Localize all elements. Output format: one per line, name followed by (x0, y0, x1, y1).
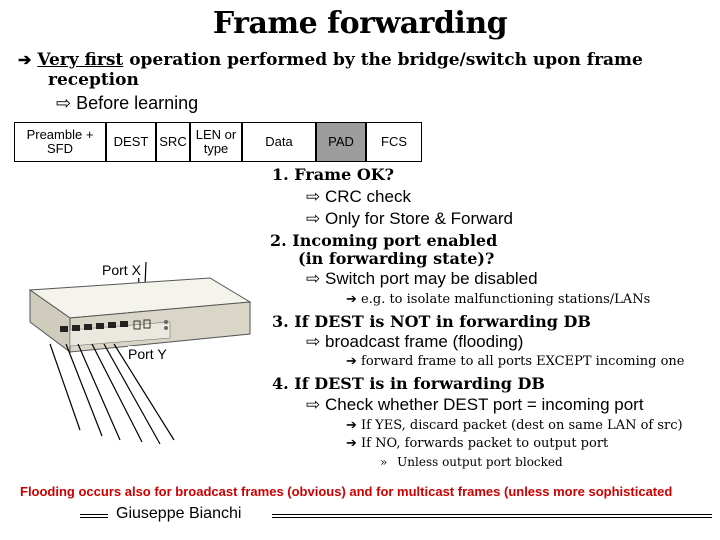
step-4-title: 4. If DEST is in forwarding DB (272, 374, 545, 393)
port-block (84, 324, 92, 330)
sub-bullet-text: Before learning (76, 93, 199, 113)
double-chevron-icon: » (380, 455, 388, 469)
field-preamble-sfd: Preamble + SFD (14, 122, 106, 162)
sub-bullet-before-learning (56, 93, 198, 114)
field-fcs: FCS (366, 122, 422, 162)
step-2-title-line1: 2. Incoming port enabled (270, 231, 498, 250)
step-2-detail: ➔ e.g. to isolate malfunctioning stations/LANs (346, 292, 651, 307)
arrow-icon: ➔ (346, 418, 357, 433)
step-4-note: » Unless output port blocked (380, 455, 563, 469)
hollow-arrow-icon: ⇨ (306, 332, 321, 351)
step-2-item: ⇨ Switch port may be disabled (306, 269, 538, 288)
port-block (96, 323, 104, 329)
hollow-arrow-icon: ⇨ (56, 93, 72, 113)
bullet-lead: Very first (37, 50, 124, 70)
field-data: Data (242, 122, 316, 162)
flooding-note: Flooding occurs also for broadcast frames (obvious) and for multicast frames (unless more sophisticated (20, 484, 673, 499)
hollow-arrow-icon: ⇨ (306, 209, 321, 228)
field-dest: DEST (106, 122, 156, 162)
step-2-title-line2: (in forwarding state)? (298, 249, 495, 268)
port-x-label: Port X (102, 262, 141, 278)
bullet-text-line2: reception (48, 70, 139, 90)
hollow-arrow-icon: ⇨ (306, 395, 321, 414)
author-name: Giuseppe Bianchi (116, 505, 242, 522)
arrow-icon: ➔ (346, 292, 357, 307)
step-3-title: 3. If DEST is NOT in forwarding DB (272, 312, 591, 331)
port-block (72, 325, 80, 331)
step-4-detail-yes: ➔ If YES, discard packet (dest on same LAN of src) (346, 418, 683, 433)
footer-rule-right (272, 514, 712, 518)
step-1-item: ⇨ CRC check (306, 187, 411, 206)
port-block (108, 322, 116, 328)
port-block (120, 321, 128, 327)
arrow-icon: ➔ (18, 50, 32, 69)
port-block (60, 326, 68, 332)
slide-title: Frame forwarding (212, 6, 508, 41)
hollow-arrow-icon: ⇨ (306, 187, 321, 206)
arrow-icon: ➔ (346, 436, 357, 451)
field-len-type: LEN or type (190, 122, 242, 162)
main-bullet (18, 50, 643, 70)
step-1-item: ⇨ Only for Store & Forward (306, 209, 513, 228)
field-pad: PAD (316, 122, 366, 162)
bullet-text-line1: operation performed by the bridge/switch upon frame (123, 50, 643, 70)
step-3-item: ⇨ broadcast frame (flooding) (306, 332, 524, 351)
step-3-detail: ➔ forward frame to all ports EXCEPT incoming one (346, 354, 685, 369)
field-src: SRC (156, 122, 190, 162)
port-y-label: Port Y (128, 346, 167, 362)
cable-line (50, 344, 80, 430)
arrow-icon: ➔ (346, 354, 357, 369)
step-4-detail-no: ➔ If NO, forwards packet to output port (346, 436, 609, 451)
step-1-title: 1. Frame OK? (272, 165, 395, 184)
step-4-item: ⇨ Check whether DEST port = incoming port (306, 395, 644, 414)
footer-rule-left (80, 514, 108, 518)
hollow-arrow-icon: ⇨ (306, 269, 321, 288)
